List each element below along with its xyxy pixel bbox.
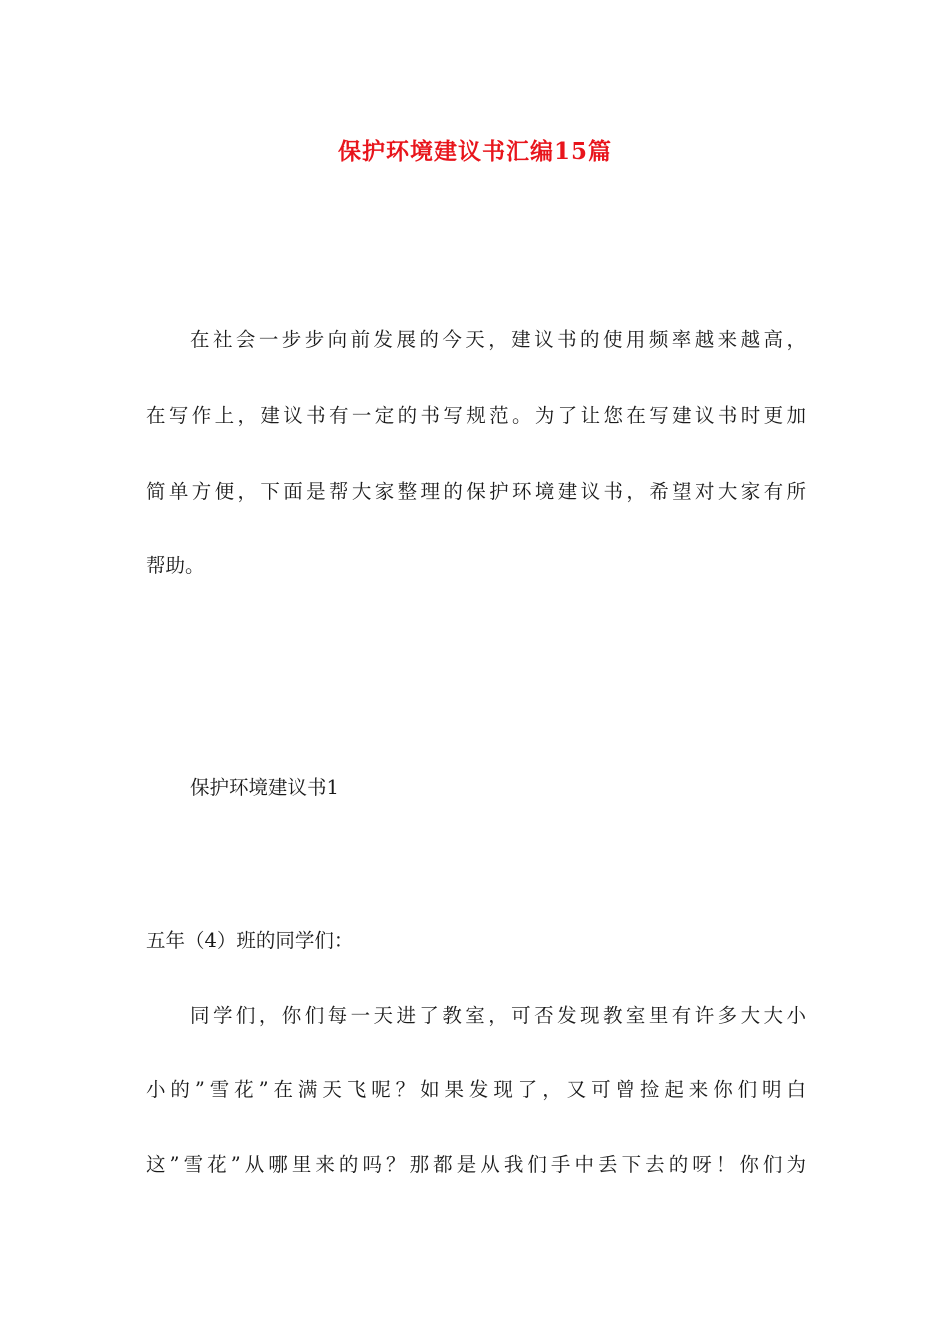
intro-line-1: 在社会一步步向前发展的今天，建议书的使用频率越来越高， [190,328,806,351]
salutation: 五年（4）班的同学们： [146,929,354,952]
body-line-3: 这”雪花”从哪里来的吗？那都是从我们手中丢下去的呀！你们为 [146,1153,806,1176]
section-heading: 保护环境建议书1 [190,776,339,799]
body-line-1: 同学们，你们每一天进了教室，可否发现教室里有许多大大小 [190,1004,806,1027]
intro-line-3: 简单方便，下面是帮大家整理的保护环境建议书，希望对大家有所 [146,480,806,503]
intro-line-2: 在写作上，建议书有一定的书写规范。为了让您在写建议书时更加 [146,404,806,427]
body-line-2: 小的”雪花”在满天飞呢？如果发现了，又可曾捡起来你们明白 [146,1078,806,1101]
document-title: 保护环境建议书汇编15篇 [337,138,612,165]
intro-line-4: 帮助。 [146,554,205,577]
